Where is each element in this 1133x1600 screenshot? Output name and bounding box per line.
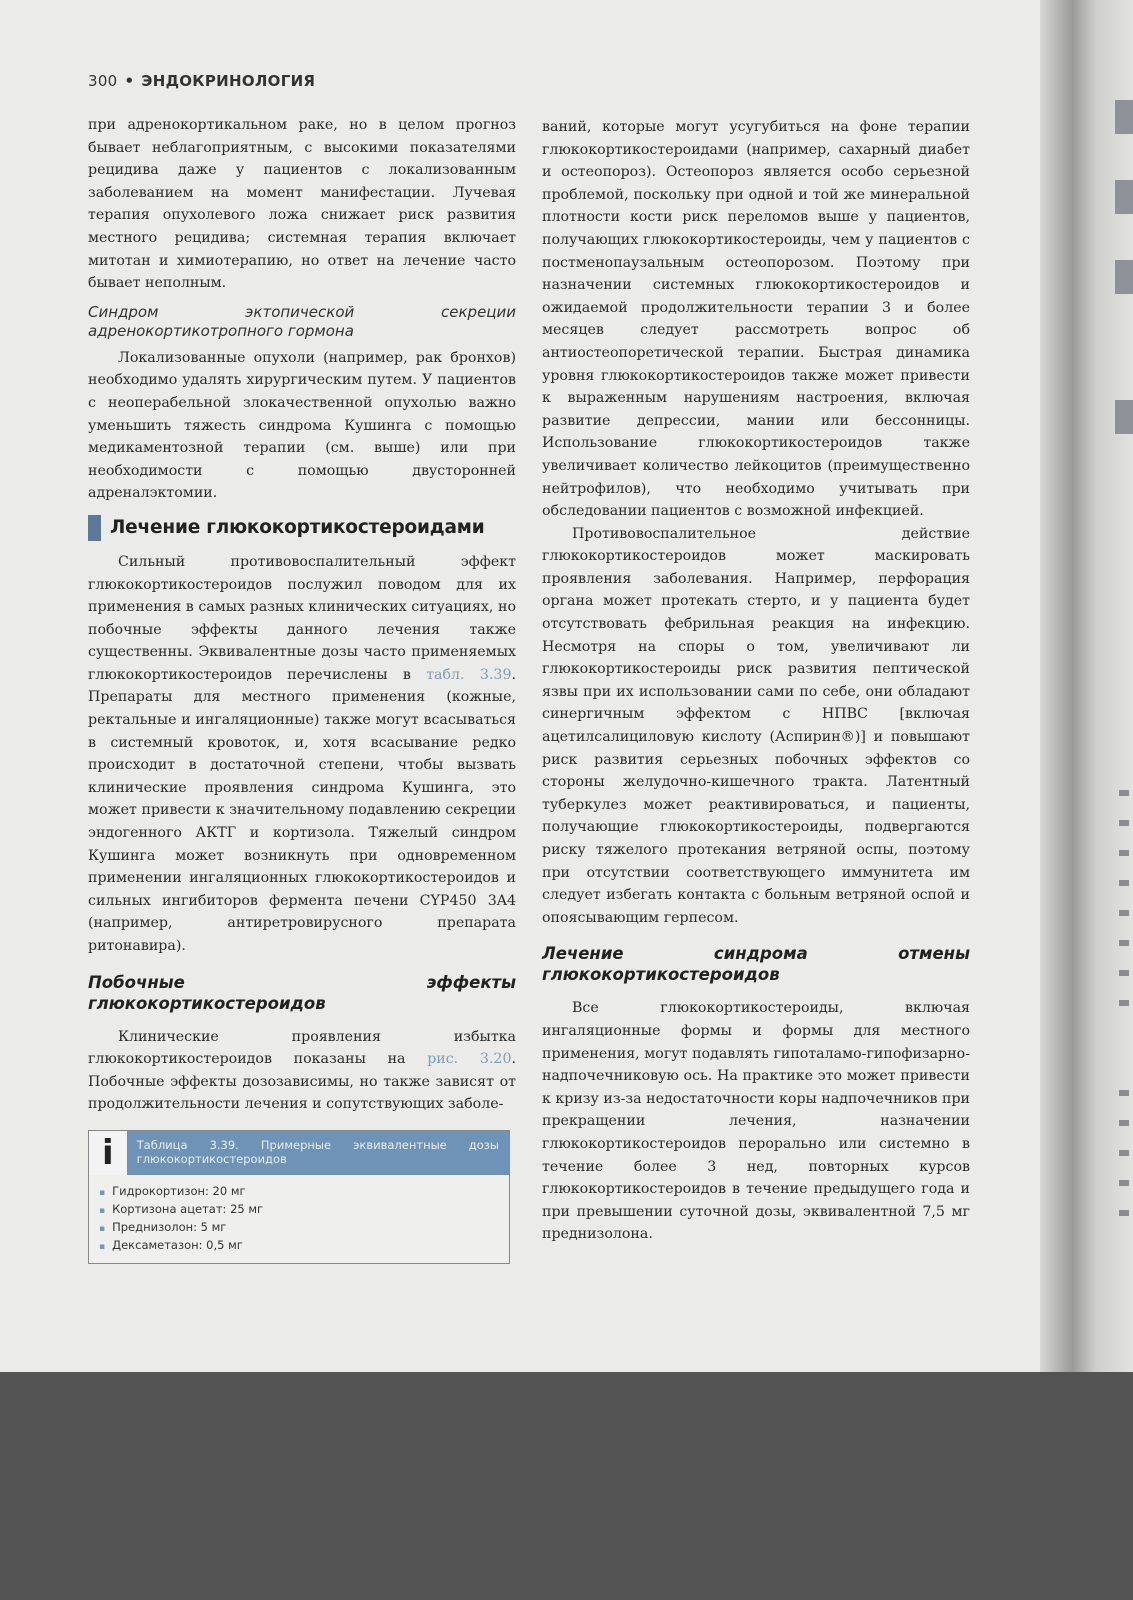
- section-heading-text: Лечение глюкокортикостероидами: [110, 516, 485, 538]
- edge-tab: [1115, 180, 1133, 214]
- section-title: ЭНДОКРИНОЛОГИЯ: [141, 72, 316, 90]
- dose-list: [89, 1175, 509, 1263]
- list-item: ▪ Кортизона ацетат: 25 мг: [99, 1201, 499, 1219]
- edge-mark: [1119, 970, 1129, 976]
- paragraph: Все глюкокортикостероиды, включая ингаляционные формы и формы для местного применения, могут подавлять гипоталамо-гипофизарно-надпочечниковую ось. На практике это может привести к кризу из-за недостаточности коры надпочечников при прекращении лечения, назначении глюкокортикостероидов перорально или системно в течение более 3 нед, повторных курсов глюкокортикостероидов в течение предыдущего года и при превышении суточной дозы, эквивалентной 7,5 мг преднизолона.: [542, 1000, 970, 1243]
- text-run: Клинические проявления избытка глюкокортикостероидов показаны на: [88, 1028, 516, 1068]
- text-run: Сильный противовоспалительный эффект глюкокортикостероидов послужил поводом для их применения в самых разных клинических ситуациях, но побочные эффекты данного лечения также существенны. Эквивалентные дозы часто применяемых глюкокортикостероидов перечислены в: [88, 553, 516, 683]
- edge-mark: [1119, 880, 1129, 886]
- table-title: Таблица 3.39. Примерные эквивалентные дозы глюкокортикостероидов: [136, 1137, 499, 1166]
- table-reference-link[interactable]: табл. 3.39: [426, 666, 512, 683]
- text-run: . Препараты для местного применения (кожные, ректальные и ингаляционные) также могут всасываться в системный кровоток, и, хотя всасывание редко происходит в достаточной степени, чтобы вызвать клинические проявления синдрома Кушинга, это может привести к значительному подавлению секреции эндогенного АКТГ и кортизола. Тяжелый синдром Кушинга может возникнуть при одновременном применении ингаляционных глюкокортикостероидов и сильных ингибиторов фермента печени CYP450 3A4 (например, антиретровирусного препарата ритонавира).: [88, 666, 516, 954]
- left-column: [88, 114, 516, 1264]
- page-number: 300: [88, 72, 118, 90]
- book-spine-edge: [1040, 0, 1133, 1372]
- paragraph: [88, 551, 516, 958]
- edge-tab: [1115, 400, 1133, 434]
- edge-tab: [1115, 260, 1133, 294]
- list-item: ▪ Дексаметазон: 0,5 мг: [99, 1237, 499, 1255]
- edge-mark: [1119, 1210, 1129, 1216]
- paragraph: ваний, которые могут усугубиться на фоне терапии глюкокортикостероидами (например, сахарный диабет и остеопороз). Остеопороз является особо серьезной проблемой, поскольку при одной и той же минеральной плотности кости риск переломов выше у пациентов, получающих глюкокортикостероиды, чем у пациентов с постменопаузальным остеопорозом. Поэтому при назначении системных глюкокортикостероидов и ожидаемой продолжительности терапии 3 и более месяцев следует рассмотреть вопрос об антиостеопоретической терапии. Быстрая динамика уровня глюкокортикостероидов также может привести к выраженным нарушениям настроения, включая развитие депрессии, мании или бессонницы. Использование глюкокортикостероидов также увеличивает количество лейкоцитов (преимущественно нейтрофилов), что необходимо учитывать при обследовании пациентов с возможной инфекцией.: [542, 119, 970, 520]
- list-item: ▪ Преднизолон: 5 мг: [99, 1219, 499, 1237]
- heading-marker: [88, 515, 101, 541]
- edge-mark: [1119, 1090, 1129, 1096]
- paragraph: Противовоспалительное действие глюкокортикостероидов может маскировать проявления заболевания. Например, перфорация органа может протекать стерто, и у пациента будет отсутствовать фебрильная реакция на инфекцию. Несмотря на споры о том, увеличивают ли глюкокортикостероиды риск развития пептической язвы при их использовании сами по себе, они обладают синергичным эффектом с НПВС [включая ацетилсалициловую кислоту (Аспирин®)] и повышают риск развития серьезных побочных эффектов со стороны желудочно-кишечного тракта. Латентный туберкулез может реактивироваться, и пациенты, получающие глюкокортикостероиды, подвергаются риску тяжелого протекания ветряной оспы, поэтому при отсутствии соответствующего иммунитета им следует избегать контакта с больным ветряной оспой и опоясывающим герпесом.: [542, 525, 970, 926]
- edge-mark: [1119, 910, 1129, 916]
- right-column: [542, 116, 970, 1246]
- edge-mark: [1119, 1150, 1129, 1156]
- edge-mark: [1119, 850, 1129, 856]
- table-box: [88, 1130, 510, 1264]
- subsection-heading: Побочные эффекты глюкокортикостероидов: [88, 972, 516, 1013]
- edge-mark: [1119, 1000, 1129, 1006]
- edge-mark: [1119, 820, 1129, 826]
- list-item: ▪ Гидрокортизон: 20 мг: [99, 1183, 499, 1201]
- paragraph: при адренокортикальном раке, но в целом прогноз бывает неблагоприятным, с высокими показателями рецидива даже у пациентов с локализованным заболеванием на момент манифестации. Лучевая терапия опухолевого ложа снижает риск развития местного рецидива; системная терапия включает митотан и химиотерапию, но ответ на лечение часто бывает неполным.: [88, 117, 516, 292]
- figure-reference-link[interactable]: рис. 3.20: [427, 1051, 512, 1068]
- paragraph: [88, 1026, 516, 1116]
- scan-background: [0, 1372, 1133, 1600]
- edge-mark: [1119, 790, 1129, 796]
- header-separator: •: [124, 72, 135, 90]
- text-run: . Побочные эффекты дозозависимы, но также зависят от продолжительности лечения и сопутствующих заболе-: [88, 1051, 516, 1113]
- edge-mark: [1119, 1120, 1129, 1126]
- edge-mark: [1119, 940, 1129, 946]
- subheading-ectopic-acth: Синдром эктопической секреции адренокортикотропного гормона: [88, 302, 516, 340]
- table-header: [89, 1131, 509, 1175]
- paragraph: Локализованные опухоли (например, рак бронхов) необходимо удалять хирургическим путем. У пациентов с неоперабельной злокачественной опухолью важно уменьшить тяжесть синдрома Кушинга с помощью медикаментозной терапии (см. выше) или при необходимости с помощью двусторонней адреналэктомии.: [88, 349, 516, 502]
- section-heading: [88, 515, 516, 541]
- edge-tab: [1115, 100, 1133, 134]
- subsection-heading: Лечение синдрома отмены глюкокортикостероидов: [542, 944, 970, 985]
- info-icon: i: [89, 1131, 127, 1175]
- edge-mark: [1119, 1180, 1129, 1186]
- running-header: [88, 72, 315, 90]
